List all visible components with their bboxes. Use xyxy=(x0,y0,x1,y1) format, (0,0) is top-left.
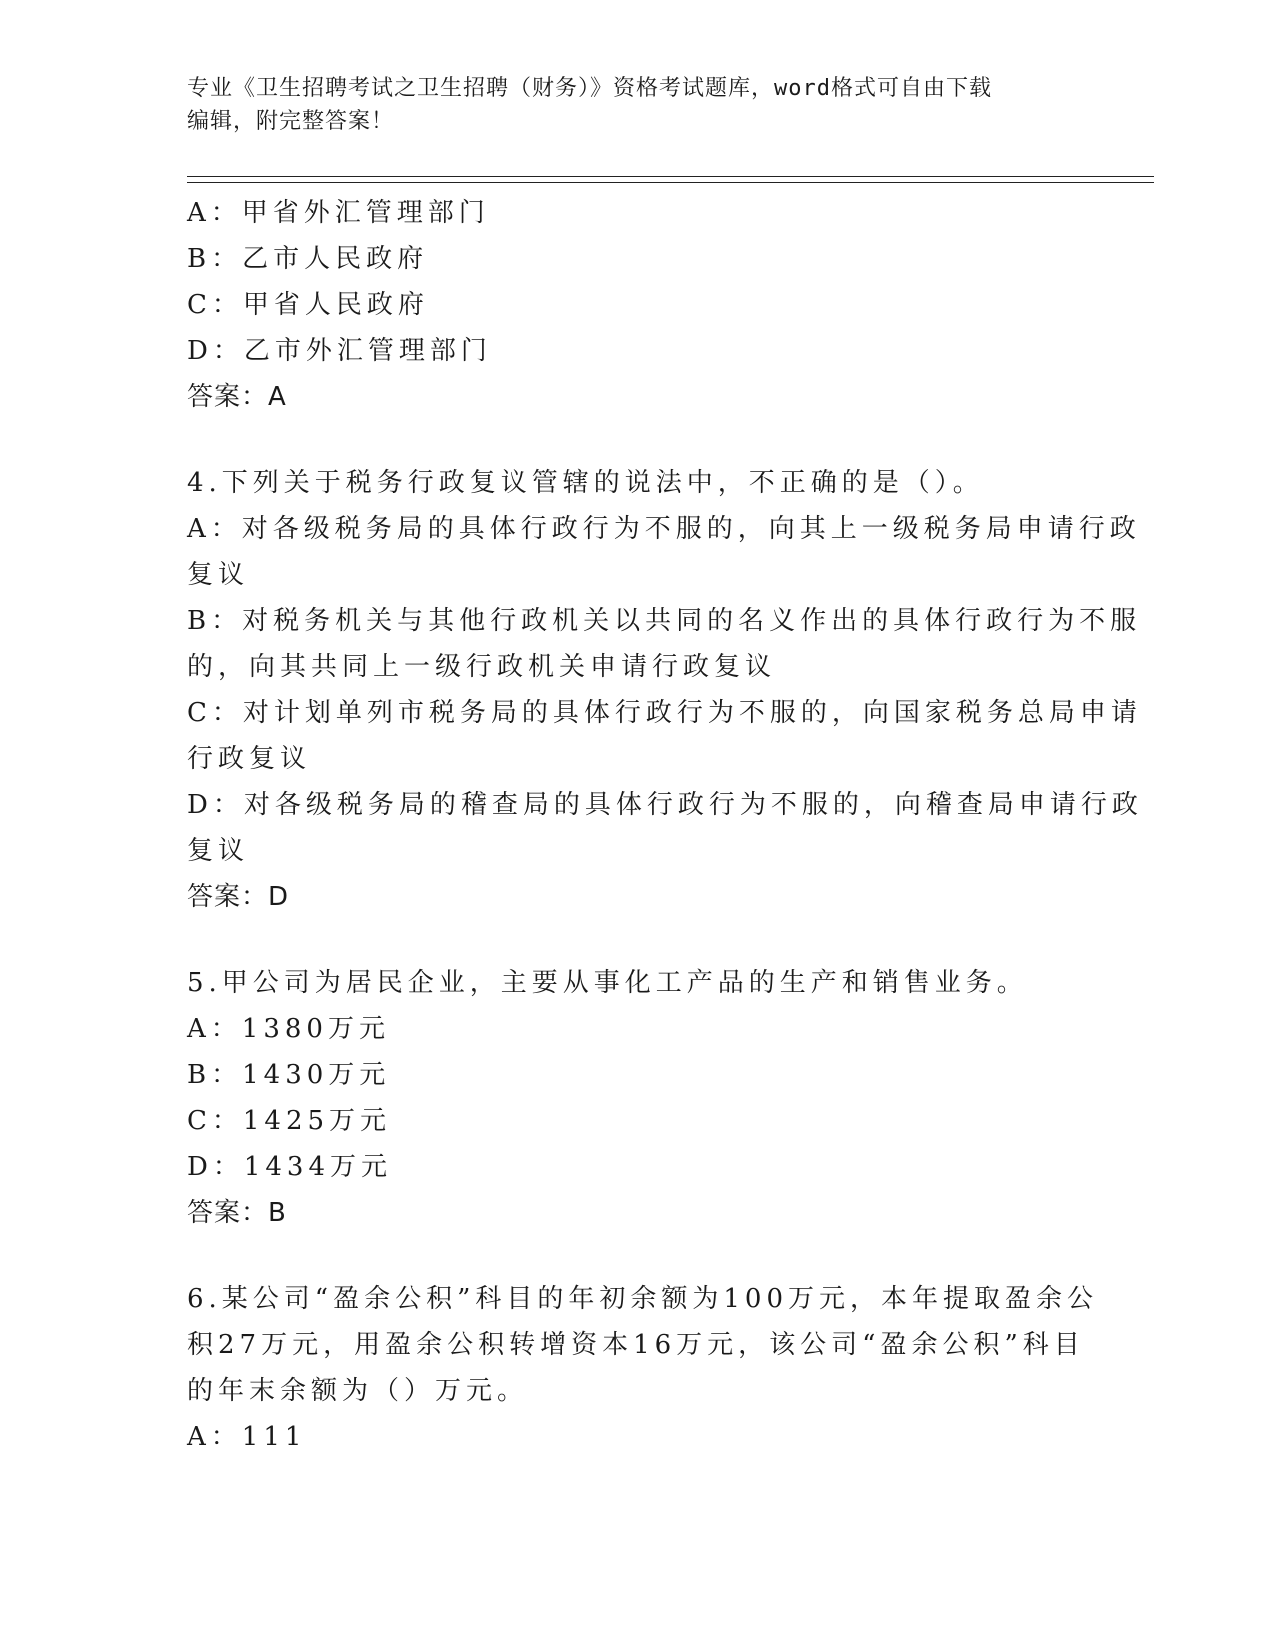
spacer xyxy=(187,920,1087,960)
q4-option-a-line-1: A：对各级税务局的具体行政行为不服的，向其上一级税务局申请行政 xyxy=(187,514,1141,544)
q6-option-a: A：111 xyxy=(187,1422,307,1452)
q3-option-c: C：甲省人民政府 xyxy=(187,290,429,320)
document-header xyxy=(187,72,1087,138)
q5-answer: 答案：B xyxy=(187,1198,287,1228)
q5-stem: 5.甲公司为居民企业，主要从事化工产品的生产和销售业务。 xyxy=(187,968,1028,998)
q4-option-d-line-2: 复议 xyxy=(187,836,250,866)
q4-option-c-line-1: C：对计划单列市税务局的具体行政行为不服的，向国家税务总局申请 xyxy=(187,698,1142,728)
header-divider-bottom xyxy=(187,182,1154,183)
q5-option-b: B：1430万元 xyxy=(187,1060,391,1090)
q3-option-d: D：乙市外汇管理部门 xyxy=(187,336,492,366)
q3-answer: 答案：A xyxy=(187,382,287,412)
question-3 xyxy=(187,190,1087,420)
spacer xyxy=(187,420,1087,460)
q5-option-c: C：1425万元 xyxy=(187,1106,392,1136)
q4-option-a-line-2: 复议 xyxy=(187,560,250,590)
q4-stem: 4.下列关于税务行政复议管辖的说法中，不正确的是（）。 xyxy=(187,468,984,498)
q3-option-b: B：乙市人民政府 xyxy=(187,244,429,274)
q5-option-a: A：1380万元 xyxy=(187,1014,390,1044)
q6-stem-line-3: 的年末余额为（）万元。 xyxy=(187,1376,529,1406)
spacer xyxy=(187,1236,1087,1276)
header-divider-top xyxy=(187,176,1154,177)
question-body xyxy=(187,190,1143,1460)
q4-option-b-line-1: B：对税务机关与其他行政机关以共同的名义作出的具体行政行为不服 xyxy=(187,606,1142,636)
header-line-2: 编辑，附完整答案！ xyxy=(187,109,395,134)
question-4 xyxy=(187,460,1143,920)
q6-stem-line-1: 6.某公司“盈余公积”科目的年初余额为100万元，本年提取盈余公 xyxy=(187,1284,1099,1314)
q4-option-b-line-2: 的，向其共同上一级行政机关申请行政复议 xyxy=(187,652,777,682)
q5-option-d: D：1434万元 xyxy=(187,1152,393,1182)
question-6 xyxy=(187,1276,1099,1460)
q6-stem-line-2: 积27万元，用盈余公积转增资本16万元，该公司“盈余公积”科目 xyxy=(187,1330,1085,1360)
q4-answer: 答案：D xyxy=(187,882,290,912)
question-5 xyxy=(187,960,1087,1236)
q4-option-d-line-1: D：对各级税务局的稽查局的具体行政行为不服的，向稽查局申请行政 xyxy=(187,790,1143,820)
q3-option-a: A：甲省外汇管理部门 xyxy=(187,198,490,228)
q4-option-c-line-2: 行政复议 xyxy=(187,744,312,774)
header-line-1: 专业《卫生招聘考试之卫生招聘（财务）》资格考试题库，word格式可自由下载 xyxy=(187,76,992,101)
